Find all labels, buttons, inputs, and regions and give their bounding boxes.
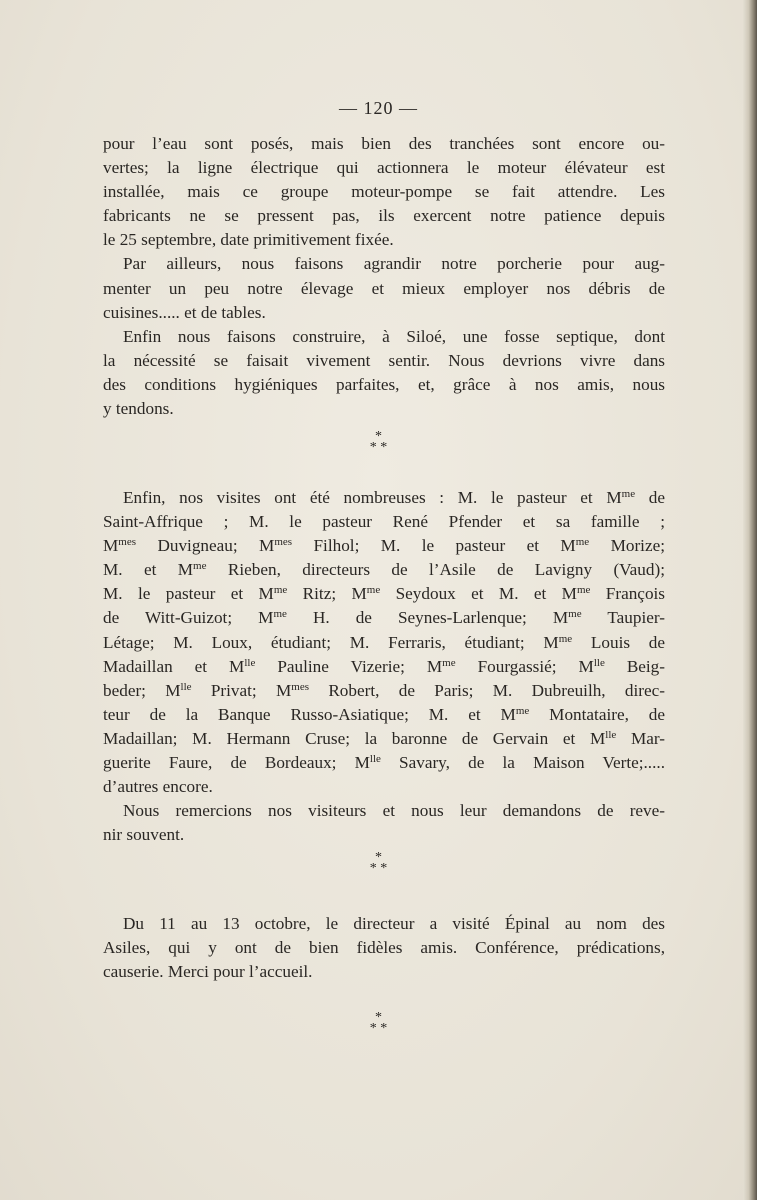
text-line: cuisines..... et de tables.	[103, 302, 266, 322]
asterisk-bottom: * *	[369, 1021, 388, 1036]
text-line: Asiles, qui y ont de bien fidèles amis. Conférence, prédications,	[103, 938, 665, 958]
text-line: M. le pasteur et $M^{me}$ Ritz; $M^{me}$ Seydoux et M. et $M^{me}$ François	[103, 584, 665, 604]
text-line: Par ailleurs, nous faisons agrandir notre porcherie pour aug-	[123, 254, 665, 274]
text-line: causerie. Merci pour l’accueil.	[103, 962, 313, 982]
text-line: de Witt-Guizot; $M^{me}$ H. de Seynes-Larlenque; $M^{me}$ Taupier-	[103, 608, 665, 628]
text-line: M. et $M^{me}$ Rieben, directeurs de l’Asile de Lavigny (Vaud);	[103, 560, 665, 580]
text-line: vertes; la ligne électrique qui actionnera le moteur élévateur est	[103, 158, 665, 178]
section-separator	[0, 1012, 757, 1034]
text-line: Saint-Affrique ; M. le pasteur René Pfender et sa famille ;	[103, 512, 665, 532]
page-number: — 120 —	[339, 98, 418, 118]
text-line: y tendons.	[103, 399, 174, 419]
paragraph-block-epinal	[103, 912, 665, 984]
text-line: teur de la Banque Russo-Asiatique; M. et $M^{me}$ Montataire, de	[103, 704, 665, 724]
text-line: pour l’eau sont posés, mais bien des tranchées sont encore ou-	[103, 134, 665, 153]
asterisk-top: *	[375, 850, 382, 865]
paragraph-block-visits	[103, 486, 665, 847]
text-line: installée, mais ce groupe moteur-pompe se fait attendre. Les	[103, 182, 665, 202]
text-line: guerite Faure, de Bordeaux; $M^{lle}$ Savary, de la Maison Verte;.....	[103, 753, 665, 773]
asterisk-bottom: * *	[369, 861, 388, 876]
text-line: d’autres encore.	[103, 777, 213, 797]
asterisk-bottom: * *	[369, 440, 388, 455]
text-line: Nous remercions nos visiteurs et nous leur demandons de reve-	[123, 801, 665, 821]
text-line: Enfin, nos visites ont été nombreuses : M. le pasteur et $M^{me}$ de	[123, 488, 665, 507]
text-line: le 25 septembre, date primitivement fixée.	[103, 230, 394, 250]
text-line: Enfin nous faisons construire, à Siloé, une fosse septique, dont	[123, 326, 665, 346]
text-line: Madaillan; M. Hermann Cruse; la baronne de Gervain et $M^{lle}$ Mar-	[103, 728, 666, 748]
text-line: la nécessité se faisait vivement sentir. Nous devrions vivre dans	[103, 350, 665, 370]
text-line: Létage; M. Loux, étudiant; M. Ferraris, étudiant; $M^{me}$ Louis de	[103, 632, 665, 652]
section-separator	[0, 852, 757, 874]
paragraph-block-works	[103, 132, 665, 421]
text-line: menter un peu notre élevage et mieux employer nos débris de	[103, 278, 665, 298]
text-line: Du 11 au 13 octobre, le directeur a visité Épinal au nom des	[123, 914, 665, 933]
text-line: nir souvent.	[103, 825, 185, 845]
asterisk-top: *	[375, 429, 382, 444]
section-separator	[0, 431, 757, 453]
text-line: beder; $M^{lle}$ Privat; $M^{mes}$ Robert, de Paris; M. Dubreuilh, direc-	[103, 680, 665, 700]
text-line: $M^{mes}$ Duvigneau; $M^{mes}$ Filhol; M. le pasteur et $M^{me}$ Morize;	[103, 536, 665, 556]
text-line: des conditions hygiéniques parfaites, et, grâce à nos amis, nous	[103, 374, 665, 394]
asterisk-top: *	[375, 1010, 382, 1025]
text-line: Madaillan et $M^{lle}$ Pauline Vizerie; $M^{me}$ Fourgassié; $M^{lle}$ Beig-	[103, 656, 666, 676]
text-line: fabricants ne se pressent pas, ils exercent notre patience depuis	[103, 206, 665, 226]
